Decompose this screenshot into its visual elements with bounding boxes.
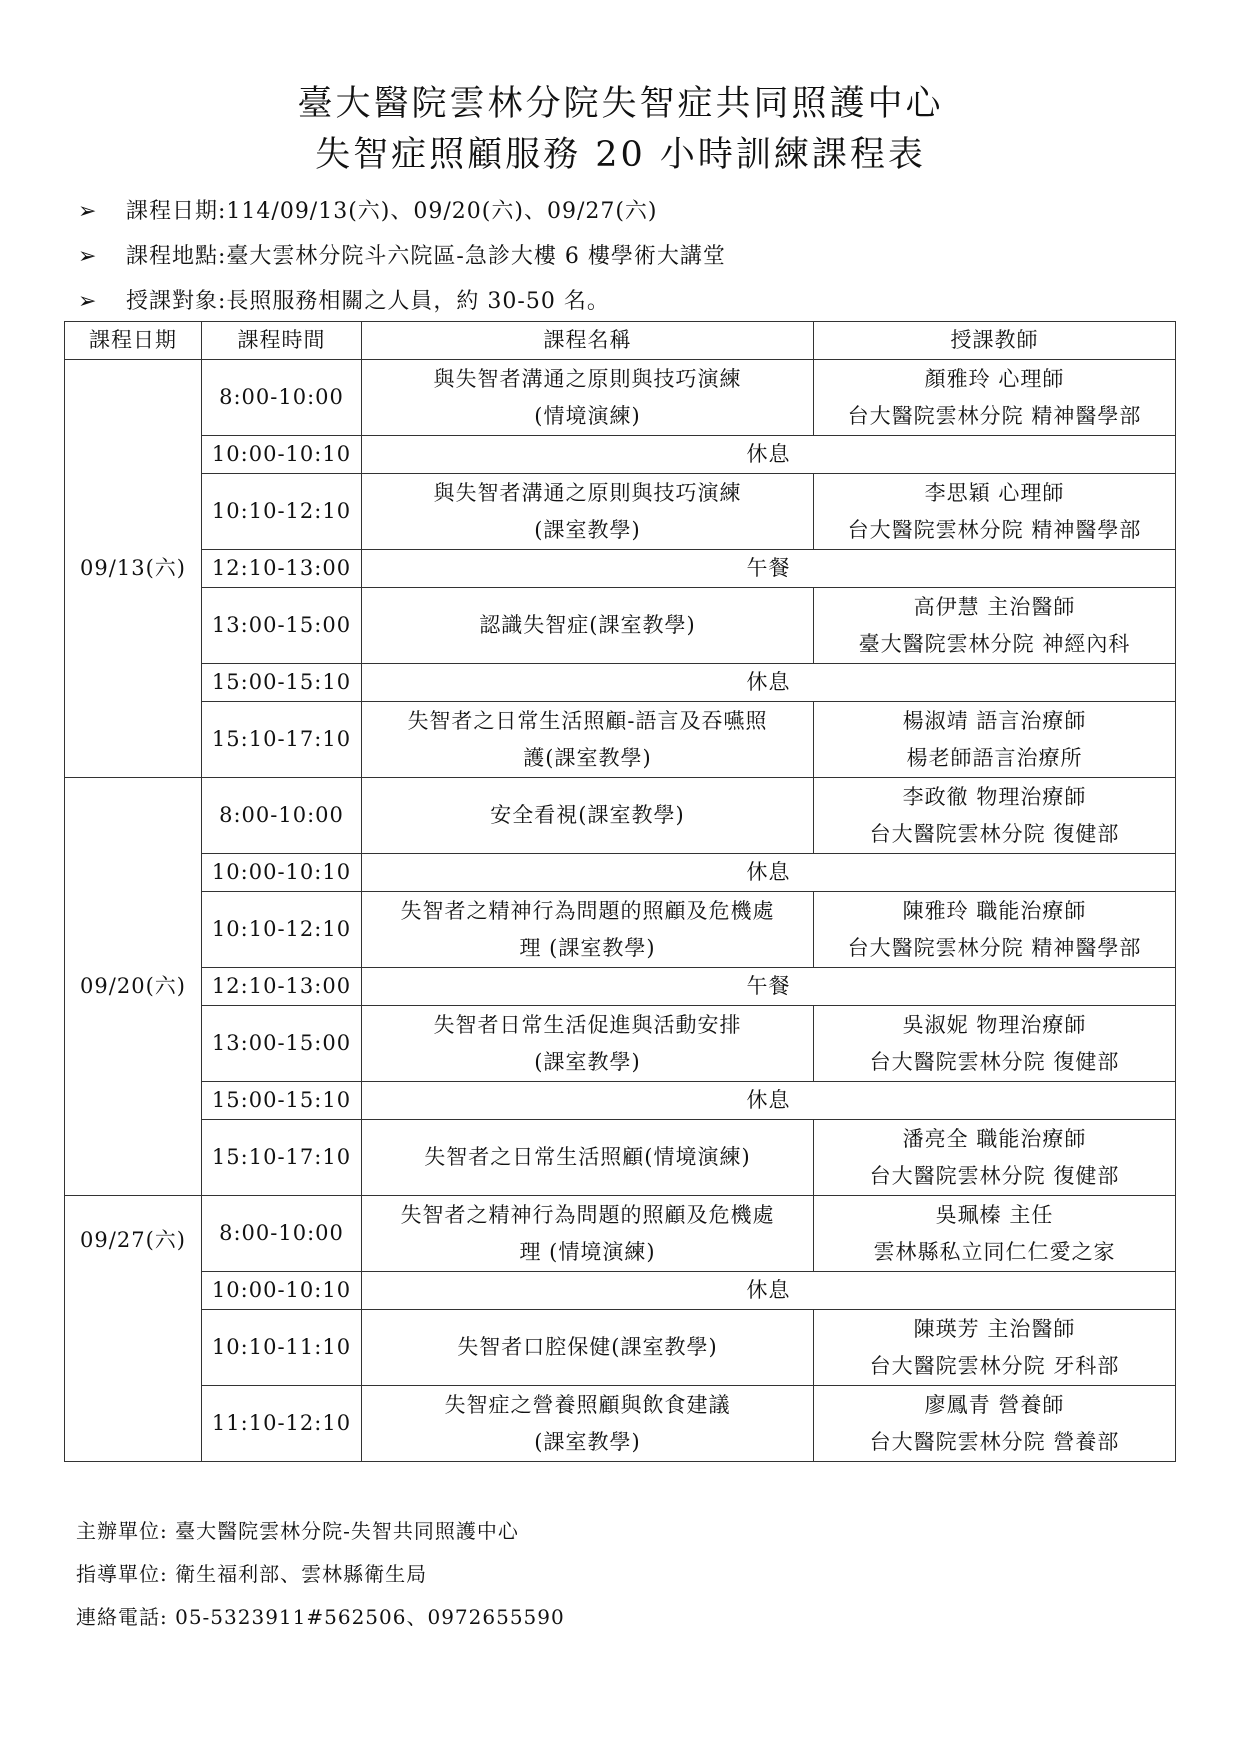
course-line: 安全看視(課室教學)	[490, 803, 685, 827]
teacher-line: 李思穎 心理師	[924, 480, 1065, 505]
right-arrow-bullet-icon: ➢	[78, 289, 98, 314]
teacher-line: 潘亮全 職能治療師	[902, 1126, 1087, 1151]
time-cell: 15:10-17:10	[202, 702, 362, 778]
time-cell: 11:10-12:10	[202, 1386, 362, 1462]
info-dates-text: 課程日期:114/09/13(六)、09/20(六)、09/27(六)	[126, 199, 658, 224]
course-line: 與失智者溝通之原則與技巧演練	[433, 480, 742, 505]
teacher-line: 廖鳳青 營養師	[924, 1392, 1065, 1417]
teacher-cell	[814, 474, 1176, 550]
teacher-cell	[814, 360, 1176, 436]
course-line: 認識失智症(課室教學)	[479, 613, 696, 637]
time-cell: 15:00-15:10	[202, 664, 362, 702]
teacher-line: 高伊慧 主治醫師	[913, 594, 1076, 619]
time-cell: 10:00-10:10	[202, 436, 362, 474]
teacher-line: 台大醫院雲林分院 復健部	[869, 1049, 1120, 1074]
course-line: 與失智者溝通之原則與技巧演練	[433, 366, 742, 391]
break-cell: 休息	[362, 1272, 1176, 1310]
teacher-cell	[814, 1310, 1176, 1386]
footer-organizer: 主辦單位: 臺大醫院雲林分院-失智共同照護中心	[76, 1519, 519, 1543]
time-cell: 13:00-15:00	[202, 1006, 362, 1082]
document-title: 臺大醫院雲林分院失智症共同照護中心	[297, 84, 944, 124]
teacher-cell	[814, 778, 1176, 854]
teacher-line: 台大醫院雲林分院 精神醫學部	[847, 517, 1142, 542]
break-cell: 休息	[362, 854, 1176, 892]
course-line: 失智者之精神行為問題的照顧及危機處	[400, 1202, 775, 1227]
teacher-cell	[814, 1196, 1176, 1272]
teacher-line: 台大醫院雲林分院 復健部	[869, 821, 1120, 846]
teacher-cell	[814, 702, 1176, 778]
course-cell	[362, 474, 814, 550]
course-cell	[362, 1196, 814, 1272]
teacher-line: 李政徹 物理治療師	[902, 784, 1087, 809]
table-header-row	[65, 322, 1176, 360]
course-line: (課室教學)	[534, 517, 641, 542]
header-time: 課程時間	[202, 322, 362, 360]
day-date-cell: 09/13(六)	[65, 360, 202, 778]
table-row	[65, 1272, 1176, 1310]
info-location-text: 課程地點:臺大雲林分院斗六院區-急診大樓 6 樓學術大講堂	[126, 244, 726, 269]
break-cell: 休息	[362, 1082, 1176, 1120]
course-line: (課室教學)	[534, 1049, 641, 1074]
time-cell: 13:00-15:00	[202, 588, 362, 664]
course-cell	[362, 892, 814, 968]
course-cell	[362, 778, 814, 854]
footer-phone: 連絡電話: 05-5323911#562506、0972655590	[76, 1605, 565, 1629]
time-cell: 10:00-10:10	[202, 854, 362, 892]
table-row	[65, 1120, 1176, 1196]
teacher-line: 雲林縣私立同仁仁愛之家	[873, 1239, 1116, 1264]
teacher-line: 台大醫院雲林分院 精神醫學部	[847, 403, 1142, 428]
schedule-table	[64, 321, 1176, 1462]
time-cell: 8:00-10:00	[202, 1196, 362, 1272]
teacher-cell	[814, 892, 1176, 968]
teacher-cell	[814, 1386, 1176, 1462]
footer-supervisor: 指導單位: 衛生福利部、雲林縣衛生局	[76, 1562, 428, 1586]
time-cell: 12:10-13:00	[202, 968, 362, 1006]
table-row	[65, 436, 1176, 474]
course-line: 失智者之日常生活照顧(情境演練)	[424, 1145, 751, 1169]
teacher-line: 臺大醫院雲林分院 神經內科	[858, 631, 1131, 656]
course-cell	[362, 1006, 814, 1082]
course-cell	[362, 588, 814, 664]
course-line: 失智者日常生活促進與活動安排	[433, 1012, 742, 1037]
course-cell	[362, 360, 814, 436]
day-date-cell: 09/20(六)	[65, 778, 202, 1196]
course-line: 失智者之日常生活照顧-語言及吞嚥照	[407, 708, 768, 733]
table-row	[65, 588, 1176, 664]
course-line: 理 (情境演練)	[519, 1239, 656, 1264]
info-audience	[78, 287, 610, 317]
table-row	[65, 1196, 1176, 1272]
table-row	[65, 550, 1176, 588]
break-cell: 午餐	[362, 550, 1176, 588]
teacher-line: 陳瑛芳 主治醫師	[913, 1316, 1076, 1341]
info-audience-text: 授課對象:長照服務相關之人員，約 30-50 名。	[126, 289, 610, 314]
teacher-line: 台大醫院雲林分院 牙科部	[869, 1353, 1120, 1378]
time-cell: 10:10-11:10	[202, 1310, 362, 1386]
teacher-line: 顏雅玲 心理師	[924, 366, 1065, 391]
course-cell	[362, 1386, 814, 1462]
teacher-line: 楊淑靖 語言治療師	[902, 708, 1087, 733]
time-cell: 12:10-13:00	[202, 550, 362, 588]
teacher-line: 台大醫院雲林分院 精神醫學部	[847, 935, 1142, 960]
time-cell: 15:00-15:10	[202, 1082, 362, 1120]
course-cell	[362, 702, 814, 778]
time-cell: 10:10-12:10	[202, 474, 362, 550]
table-row	[65, 474, 1176, 550]
document-subtitle: 失智症照顧服務 20 小時訓練課程表	[315, 135, 926, 175]
day-date-cell: 09/27(六)	[65, 1196, 202, 1462]
time-cell: 8:00-10:00	[202, 360, 362, 436]
course-line: (課室教學)	[534, 1429, 641, 1454]
header-teacher: 授課教師	[814, 322, 1176, 360]
teacher-line: 吳淑妮 物理治療師	[902, 1012, 1087, 1037]
teacher-line: 台大醫院雲林分院 復健部	[869, 1163, 1120, 1188]
break-cell: 休息	[362, 664, 1176, 702]
course-cell	[362, 1120, 814, 1196]
teacher-line: 楊老師語言治療所	[906, 745, 1083, 770]
table-row	[65, 1006, 1176, 1082]
time-cell: 10:00-10:10	[202, 1272, 362, 1310]
info-dates	[78, 197, 658, 227]
course-line: 失智症之營養照顧與飲食建議	[444, 1392, 731, 1417]
table-row	[65, 1082, 1176, 1120]
table-row	[65, 854, 1176, 892]
teacher-line: 吳珮榛 主任	[935, 1202, 1054, 1227]
course-line: 理 (課室教學)	[519, 935, 656, 960]
table-row	[65, 1310, 1176, 1386]
course-line: 護(課室教學)	[523, 745, 652, 770]
course-line: (情境演練)	[534, 403, 641, 428]
teacher-line: 台大醫院雲林分院 營養部	[869, 1429, 1120, 1454]
break-cell: 午餐	[362, 968, 1176, 1006]
table-row	[65, 664, 1176, 702]
header-date: 課程日期	[65, 322, 202, 360]
table-row	[65, 702, 1176, 778]
table-row	[65, 360, 1176, 436]
break-cell: 休息	[362, 436, 1176, 474]
table-row	[65, 778, 1176, 854]
course-cell	[362, 1310, 814, 1386]
time-cell: 8:00-10:00	[202, 778, 362, 854]
right-arrow-bullet-icon: ➢	[78, 199, 98, 224]
header-course: 課程名稱	[362, 322, 814, 360]
info-location	[78, 242, 726, 272]
teacher-cell	[814, 1006, 1176, 1082]
time-cell: 10:10-12:10	[202, 892, 362, 968]
table-row	[65, 968, 1176, 1006]
teacher-line: 陳雅玲 職能治療師	[902, 898, 1087, 923]
course-line: 失智者之精神行為問題的照顧及危機處	[400, 898, 775, 923]
right-arrow-bullet-icon: ➢	[78, 244, 98, 269]
table-row	[65, 892, 1176, 968]
time-cell: 15:10-17:10	[202, 1120, 362, 1196]
teacher-cell	[814, 1120, 1176, 1196]
course-line: 失智者口腔保健(課室教學)	[457, 1335, 718, 1359]
teacher-cell	[814, 588, 1176, 664]
table-row	[65, 1386, 1176, 1462]
